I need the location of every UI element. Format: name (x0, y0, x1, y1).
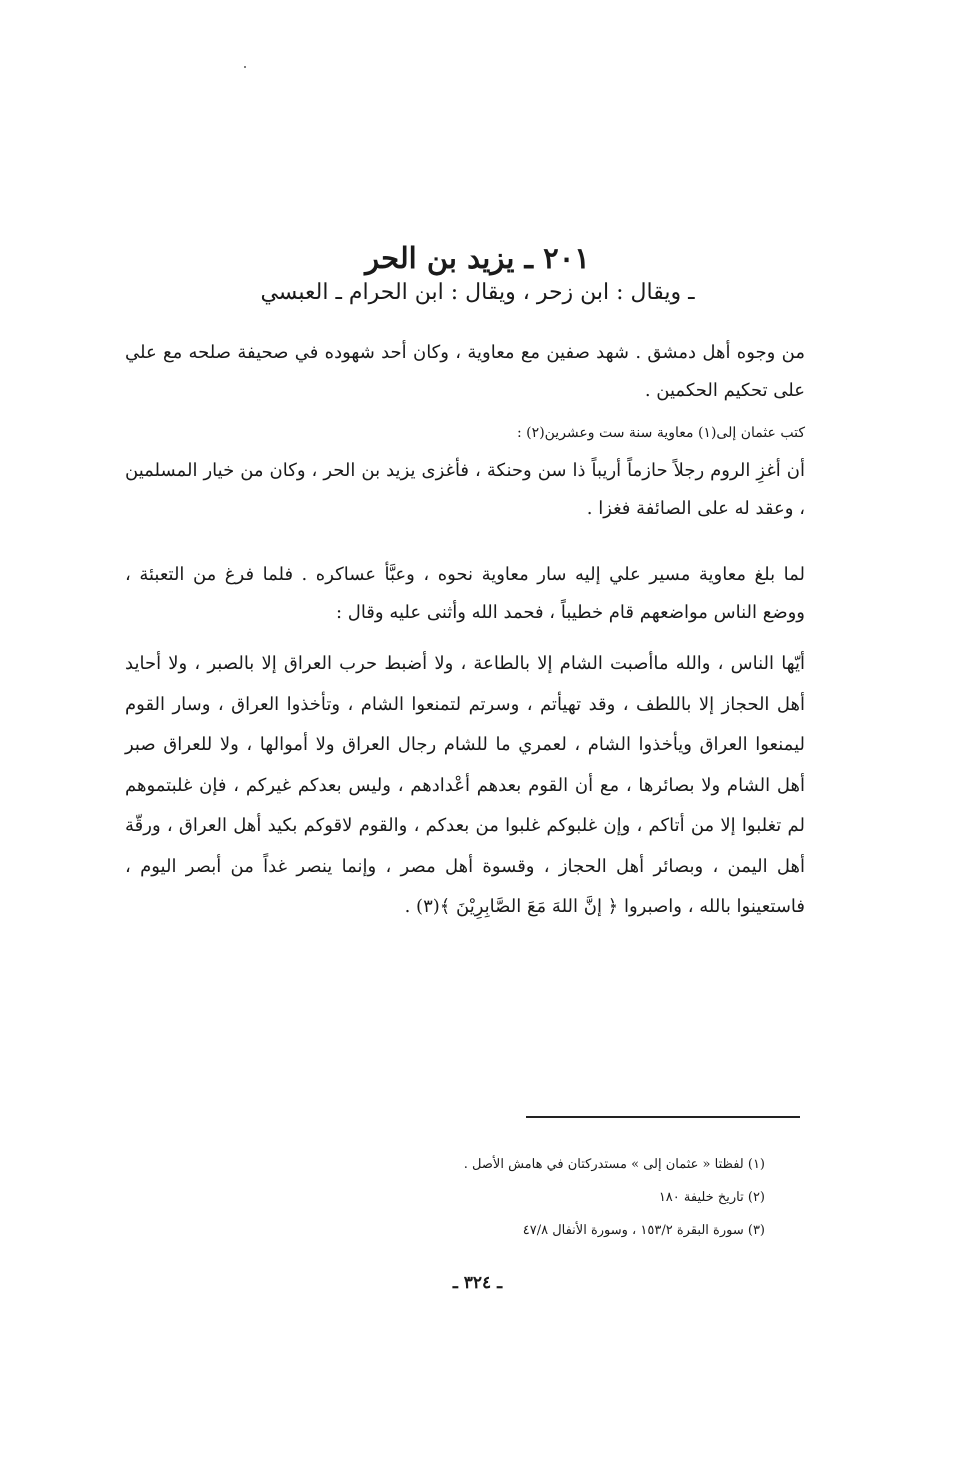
footnote-1: (١) لفظتا « عثمان إلى » مستدركتان في هامش الأصل . (463, 1157, 765, 1172)
scan-speck (244, 66, 246, 68)
entry-title: ٢٠١ ـ يزيد بن الحر (365, 241, 590, 276)
intro-paragraph: من وجوه أهل دمشق . شهد صفين مع معاوية ، وكان أحد شهوده في صحيفة صلحه مع علي على تحكيم الحكمين . (125, 342, 805, 401)
letter-heading: كتب عثمان إلى(١) معاوية سنة ست وعشرين(٢) : (517, 425, 805, 441)
footnote-2: (٢) تاريخ خليفة ١٨٠ (658, 1190, 765, 1205)
context-paragraph: لما بلغ معاوية مسير علي إليه سار معاوية نحوه ، وعبَّأ عساكره . فلما فرغ من التعبئة ، ووضع الناس مواضعهم قام خطيباً ، فحمد الله وأثنى عليه وقال : (125, 564, 805, 623)
footnote-3: (٣) سورة البقرة ١٥٣/٢ ، وسورة الأنفال ٤٧/٨ (522, 1223, 765, 1238)
footnote-divider (526, 1116, 800, 1118)
speech-paragraph: أيّها الناس ، والله ماأصبت الشام إلا بالطاعة ، ولا أضبط حرب العراق إلا بالصبر ، ولا أحايد أهل الحجاز إلا باللطف ، وقد تهيأتم ، وسرتم لتمنعوا الشام ، وتأخذوا العراق ، وسار القوم ليمنعوا العراق ويأخذوا الشام ، لعمري ما للشام رجال العراق ولا أموالها ، ولا للعراق صبر أهل الشام ولا بصائرها ، مع أن القوم بعدهم أعْدادهم ، وليس بعدكم غيركم ، فإن غلبتموهم لم تغلبوا إلا من أتاكم ، وإن غلبوكم غلبوا من بعدكم ، والقوم لاقوكم بكيد أهل العراق ، ورقّة أهل اليمن ، وبصائر أهل الحجاز ، وقسوة أهل مصر ، وإنما ينصر غداً من أبصر اليوم ، فاستعينوا بالله ، واصبروا ﴿ إنَّ اللهَ مَعَ الصَّابِرِيْنَ ﴾(٣) . (125, 653, 805, 917)
entry-subtitle: ـ ويقال : ابن زحر ، ويقال : ابن الحرام ـ العبسي (260, 280, 695, 305)
page-number: ـ ٣٢٤ ـ (452, 1273, 503, 1293)
letter-body-paragraph: أن أغزِ الروم رجلاً حازماً أريباً ذا سن وحنكة ، فأغزى يزيد بن الحر ، وكان من خيار المسلمين ، وعقد له على الصائفة فغزا . (125, 460, 805, 519)
footnotes (205, 1148, 765, 1247)
